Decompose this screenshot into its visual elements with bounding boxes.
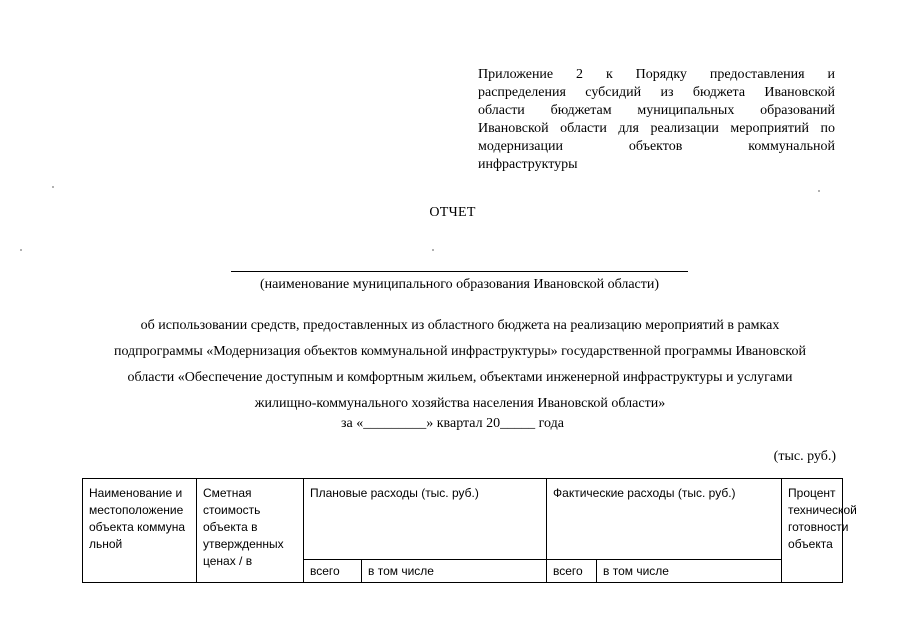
scan-speck [432,249,434,251]
scan-speck [52,186,54,188]
report-period: за «_________» квартал 20_____ года [341,416,564,431]
appendix-line: Ивановской области для реализации мероприятий по [478,121,835,136]
currency-units: (тыс. руб.) [773,449,836,464]
appendix-line: распределения субсидий из бюджета Ивановской [478,85,835,100]
subheader-planned-including: в том числе [362,560,547,583]
scan-speck [818,190,820,192]
header-object-name: Наименование и местоположение объекта коммунальной [83,479,197,583]
description-line: подпрограммы «Модернизация объектов коммунальной инфраструктуры» государственной программы Ивановской [113,344,807,359]
appendix-line: инфраструктуры [478,157,578,172]
appendix-line: области бюджетам муниципальных образований [478,103,835,118]
header-readiness-percent: Процент технической готовности объекта [782,479,843,583]
municipality-caption: (наименование муниципального образования Ивановской области) [259,277,660,292]
report-table [82,478,857,583]
header-estimated-cost: Сметная стоимость объекта в утвержденных ценах / в [197,479,304,583]
appendix-line: Приложение 2 к Порядку предоставления и [478,67,835,82]
scan-speck [20,249,22,251]
report-description [70,313,850,417]
subheader-planned-total: всего [304,560,362,583]
subheader-actual-total: всего [547,560,597,583]
description-line: области «Обеспечение доступным и комфортным жильем, объектами инженерной инфраструктуры и услугами [127,370,793,385]
table-header-row [83,479,843,560]
header-planned-expenses: Плановые расходы (тыс. руб.) [304,479,547,560]
document-title: ОТЧЕТ [429,205,476,220]
appendix-line: модернизации объектов коммунальной [478,139,835,154]
municipality-blank-line [231,271,688,272]
subheader-actual-including: в том числе [597,560,782,583]
description-line: жилищно-коммунального хозяйства населения Ивановской области» [254,396,666,411]
appendix-note [478,66,835,174]
header-actual-expenses: Фактические расходы (тыс. руб.) [547,479,782,560]
description-line: об использовании средств, предоставленных из областного бюджета на реализацию мероприятий в рамках [140,318,780,333]
